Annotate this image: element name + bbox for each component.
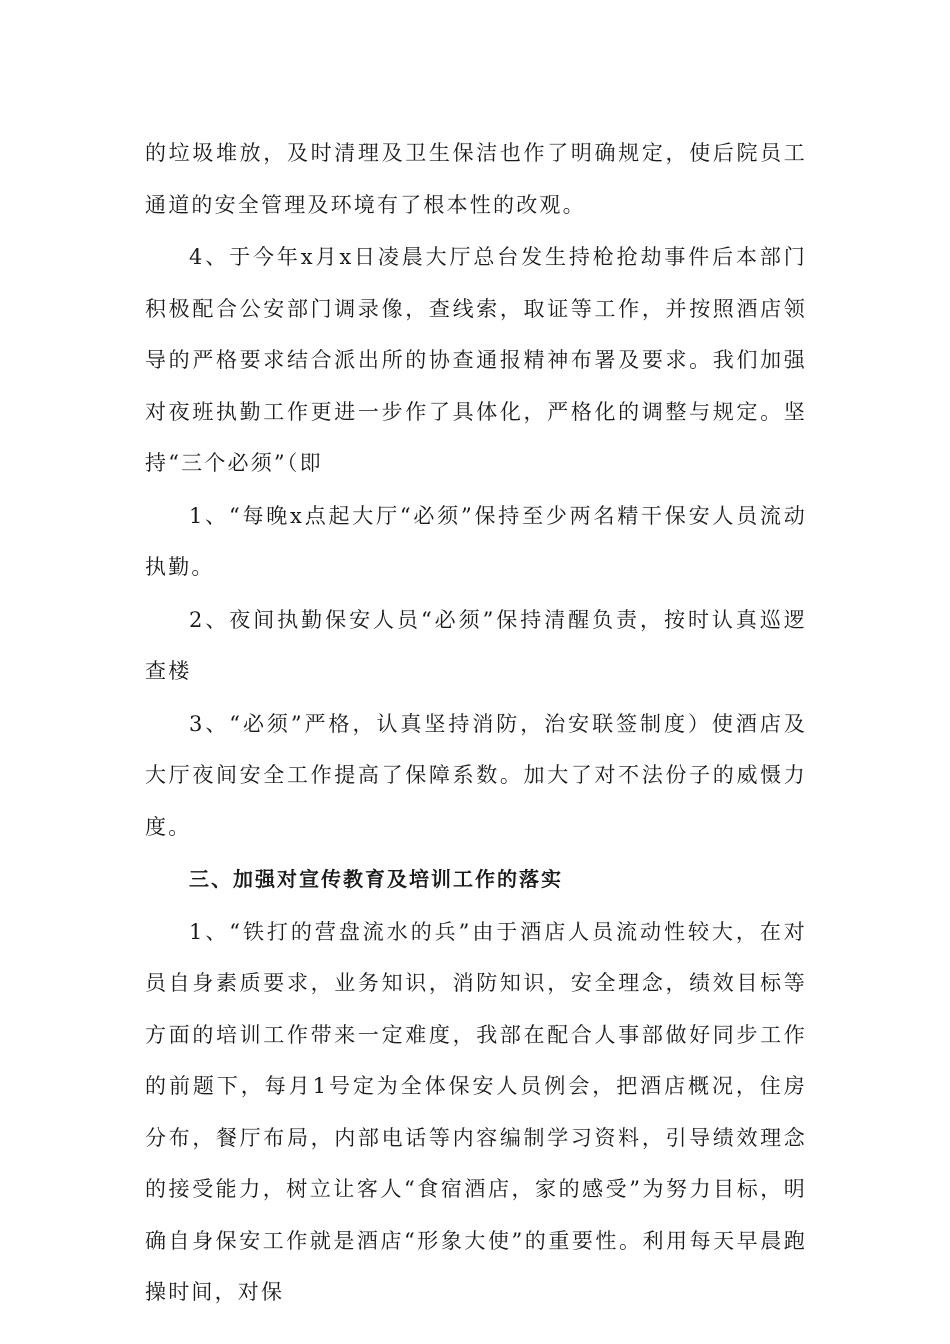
section-heading-3: 三、加强对宣传教育及培训工作的落实 (189, 867, 563, 891)
paragraph-sub-item-3: 3、“必须”严格，认真坚持消防，治安联签制度）使酒店及大厅夜间安全工作提高了保障系数。加大了对不法份子的威慑力度。 (145, 711, 807, 839)
paragraph-sub-item-1: 1、“每晚x点起大厅“必须”保持至少两名精干保安人员流动执勤。 (145, 503, 807, 579)
paragraph-training-item-1: 1、“铁打的营盘流水的兵”由于酒店人员流动性较大，在对员自身素质要求，业务知识，消防知识，安全理念，绩效目标等方面的培训工作带来一定难度，我部在配合人事部做好同步工作的前题下，每月1号定为全体保安人员例会，把酒店概况，住房分布，餐厅布局，内部电话等内容编制学习资料，引导绩效理念的接受能力，树立让客人“食宿酒店，家的感受”为努力目标，明确自身保安工作就是酒店“形象大使”的重要性。利用每天早晨跑操时间，对保 (145, 919, 807, 1304)
paragraph-continuation: 的垃圾堆放，及时清理及卫生保洁也作了明确规定，使后院员工通道的安全管理及环境有了根本性的改观。 (145, 141, 807, 217)
paragraph-item-4: 4、于今年x月x日凌晨大厅总台发生持枪抢劫事件后本部门积极配合公安部门调录像，查线索，取证等工作，并按照酒店领导的严格要求结合派出所的协查通报精神布署及要求。我们加强对夜班执勤工作更进一步作了具体化，严格化的调整与规定。坚持“三个必须”（即 (145, 245, 807, 475)
document-body (145, 128, 807, 1320)
paragraph-sub-item-2: 2、夜间执勤保安人员“必须”保持清醒负责，按时认真巡逻查楼 (145, 607, 807, 683)
